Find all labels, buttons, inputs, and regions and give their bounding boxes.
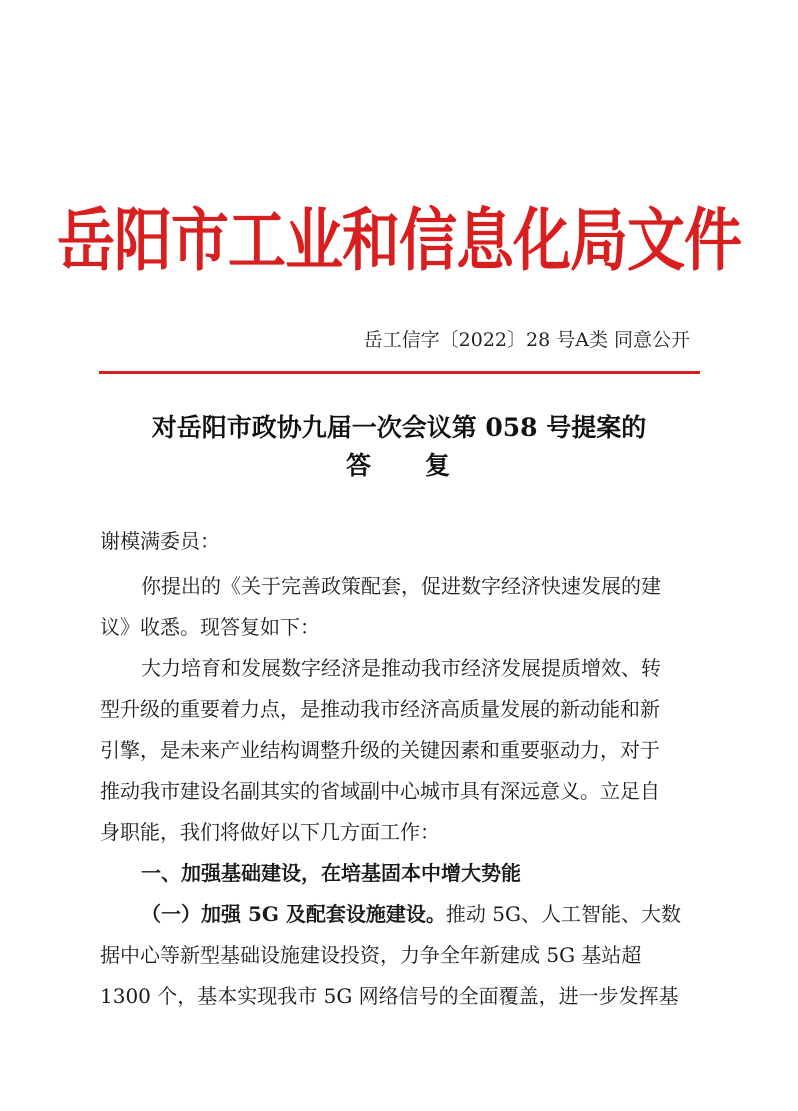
subsection-1-line-2: 据中心等新型基础设施建设投资，力争全年新建成 5G 基站超 xyxy=(100,943,642,967)
paragraph-1-line-2: 议》收悉。现答复如下： xyxy=(100,615,320,639)
document-body xyxy=(100,0,700,1111)
issuing-authority-title: 岳阳市工业和信息化局文件 xyxy=(56,200,741,281)
paragraph-2-line-1: 大力培育和发展数字经济是推动我市经济发展提质增效、转 xyxy=(141,656,661,680)
reply-title-line-1: 对岳阳市政协九届一次会议第 058 号提案的 xyxy=(151,413,647,442)
paragraph-1-line-1: 你提出的《关于完善政策配套，促进数字经济快速发展的建 xyxy=(141,574,661,598)
subsection-1-line-3: 1300 个，基本实现我市 5G 网络信号的全面覆盖，进一步发挥基 xyxy=(100,984,679,1008)
section-heading-1: 一、加强基础建设，在培基固本中增大势能 xyxy=(141,861,521,885)
reply-title-char-2: 复 xyxy=(425,451,453,480)
subsection-1-lead: （一）加强 5G 及配套设施建设。 xyxy=(141,902,446,926)
paragraph-2-line-4: 推动我市建设名副其实的省域副中心城市具有深远意义。立足自 xyxy=(100,779,660,803)
reply-title-char-1: 答 xyxy=(345,451,373,480)
salutation: 谢模满委员： xyxy=(100,529,220,553)
subsection-1-line-1-rest: 推动 5G、人工智能、大数 xyxy=(445,902,681,926)
subsection-1-line-1 xyxy=(141,898,681,927)
paragraph-2-line-5: 身职能，我们将做好以下几方面工作： xyxy=(100,820,440,844)
document-number: 岳工信字〔2022〕28 号A类 同意公开 xyxy=(363,329,690,351)
paragraph-2-line-2: 型升级的重要着力点，是推动我市经济高质量发展的新动能和新 xyxy=(100,697,660,721)
paragraph-2-line-3: 引擎，是未来产业结构调整升级的关键因素和重要驱动力，对于 xyxy=(100,738,660,762)
